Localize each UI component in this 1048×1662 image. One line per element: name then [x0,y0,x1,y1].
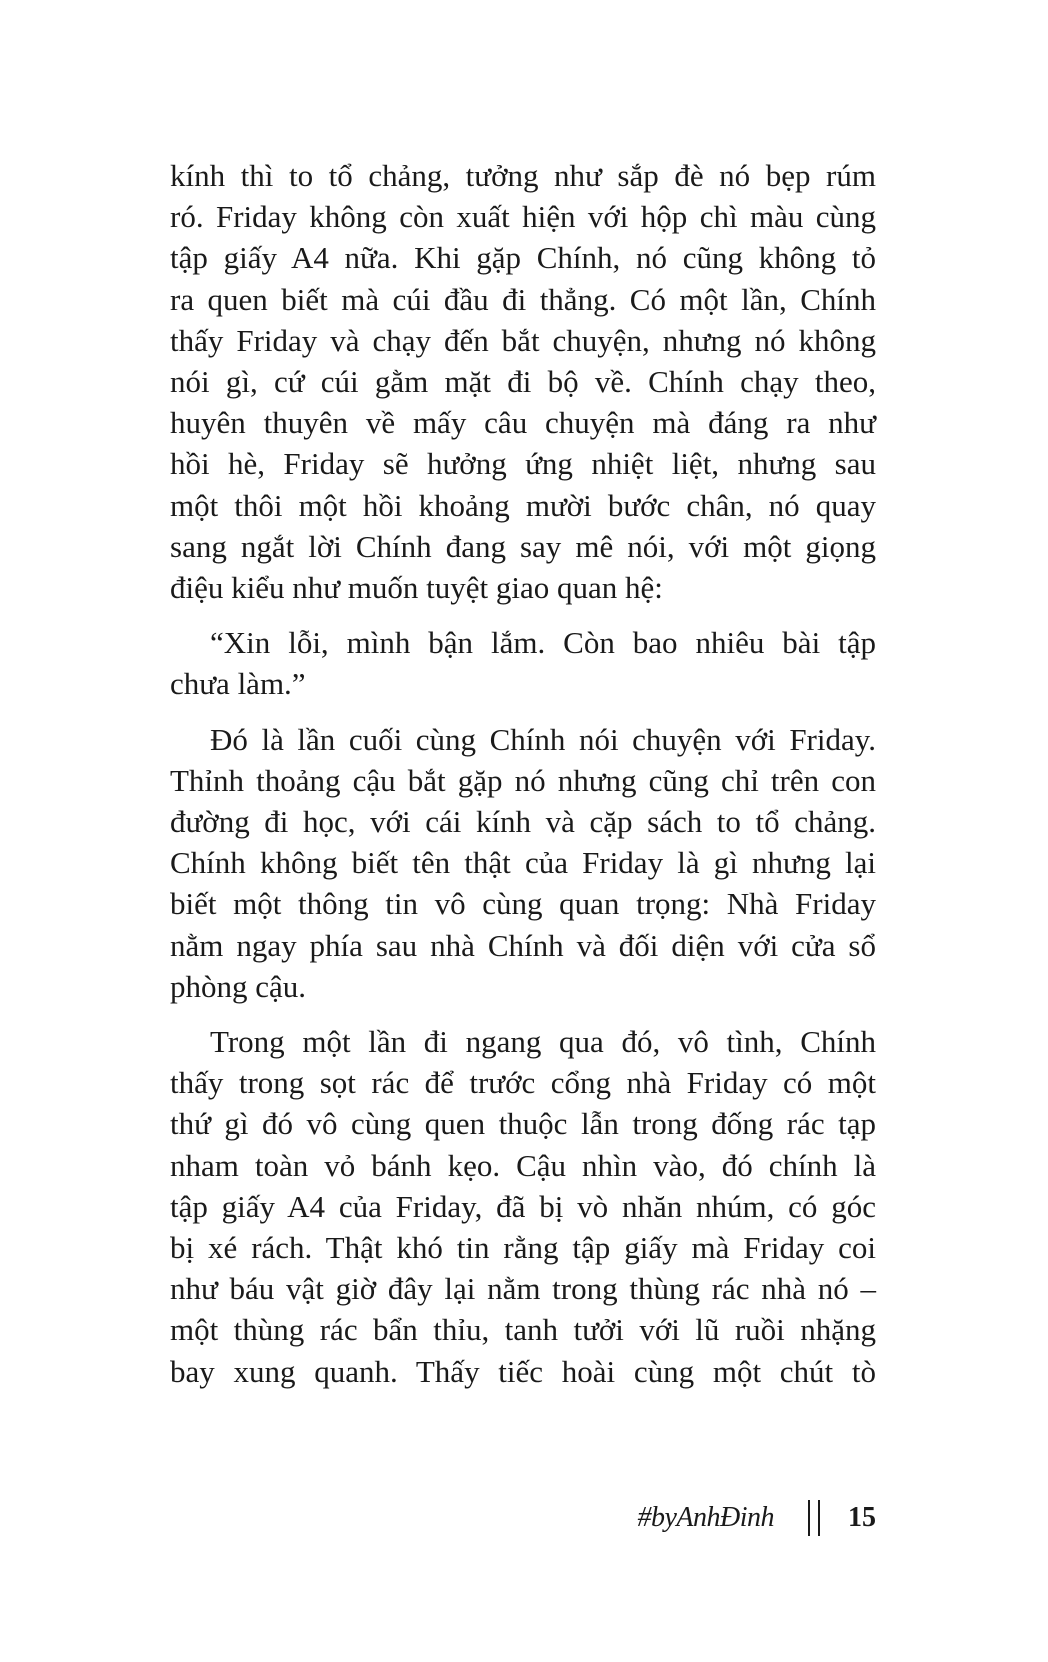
author-tag: #byAnhĐinh [637,1502,774,1533]
text-line: đường đi học, với cái kính và cặp sách to tổ chảng. [170,804,876,840]
text-line: nói gì, cứ cúi gằm mặt đi bộ về. Chính chạy theo, [170,364,876,400]
text-line: biết một thông tin vô cùng quan trọng: Nhà Friday [170,886,876,922]
text-line: sang ngắt lời Chính đang say mê nói, với một giọng [170,528,876,564]
text-line: hồi hè, Friday sẽ hưởng ứng nhiệt liệt, nhưng sau [170,446,876,482]
text-line: bay xung quanh. Thấy tiếc hoài cùng một chút tò [170,1353,876,1389]
text-line: ra quen biết mà cúi đầu đi thẳng. Có một lần, Chính [170,281,876,317]
paragraph-2 [170,622,876,704]
text-line: tập giấy A4 của Friday, đã bị vò nhăn nhúm, có góc [170,1188,876,1224]
text-line: nằm ngay phía sau nhà Chính và đối diện với cửa sổ [170,927,876,963]
text-line: điệu kiểu như muốn tuyệt giao quan hệ: [170,570,663,606]
text-line: Trong một lần đi ngang qua đó, vô tình, Chính [210,1024,876,1060]
footer-separator [808,1500,820,1536]
text-line: phòng cậu. [170,968,307,1004]
text-line: như báu vật giờ đây lại nằm trong thùng rác nhà nó – [170,1271,876,1307]
text-line: huyên thuyên về mấy câu chuyện mà đáng ra như [170,405,876,441]
text-line: Đó là lần cuối cùng Chính nói chuyện với Friday. [210,721,876,757]
text-line: thứ gì đó vô cùng quen thuộc lẫn trong đống rác tạp [170,1106,876,1142]
text-line: tập giấy A4 nữa. Khi gặp Chính, nó cũng không tỏ [170,240,876,276]
paragraph-4 [170,1021,876,1392]
text-line: Chính không biết tên thật của Friday là gì nhưng lại [170,845,876,881]
text-line: Thỉnh thoảng cậu bắt gặp nó nhưng cũng chỉ trên con [170,762,876,798]
text-line: kính thì to tổ chảng, tưởng như sắp đè nó bẹp rúm [170,158,876,193]
text-line: bị xé rách. Thật khó tin rằng tập giấy mà Friday coi [170,1230,876,1266]
paragraph-1 [170,155,876,608]
page-footer [637,1496,876,1540]
text-line: nham toàn vỏ bánh kẹo. Cậu nhìn vào, đó chính là [170,1147,876,1183]
text-line: một thôi một hồi khoảng mười bước chân, nó quay [170,487,876,523]
text-line: một thùng rác bẩn thỉu, tanh tưởi với lũ ruồi nhặng [170,1312,876,1348]
paragraph-3 [170,719,876,1007]
text-line: chưa làm.” [170,666,306,702]
text-line: ró. Friday không còn xuất hiện với hộp chì màu cùng [170,199,876,235]
text-line: “Xin lỗi, mình bận lắm. Còn bao nhiêu bài tập [210,625,876,661]
text-line: thấy Friday và chạy đến bắt chuyện, nhưng nó không [170,322,876,358]
body-text [170,155,876,1392]
text-line: thấy trong sọt rác để trước cổng nhà Friday có một [170,1065,876,1101]
page-number: 15 [848,1502,876,1533]
